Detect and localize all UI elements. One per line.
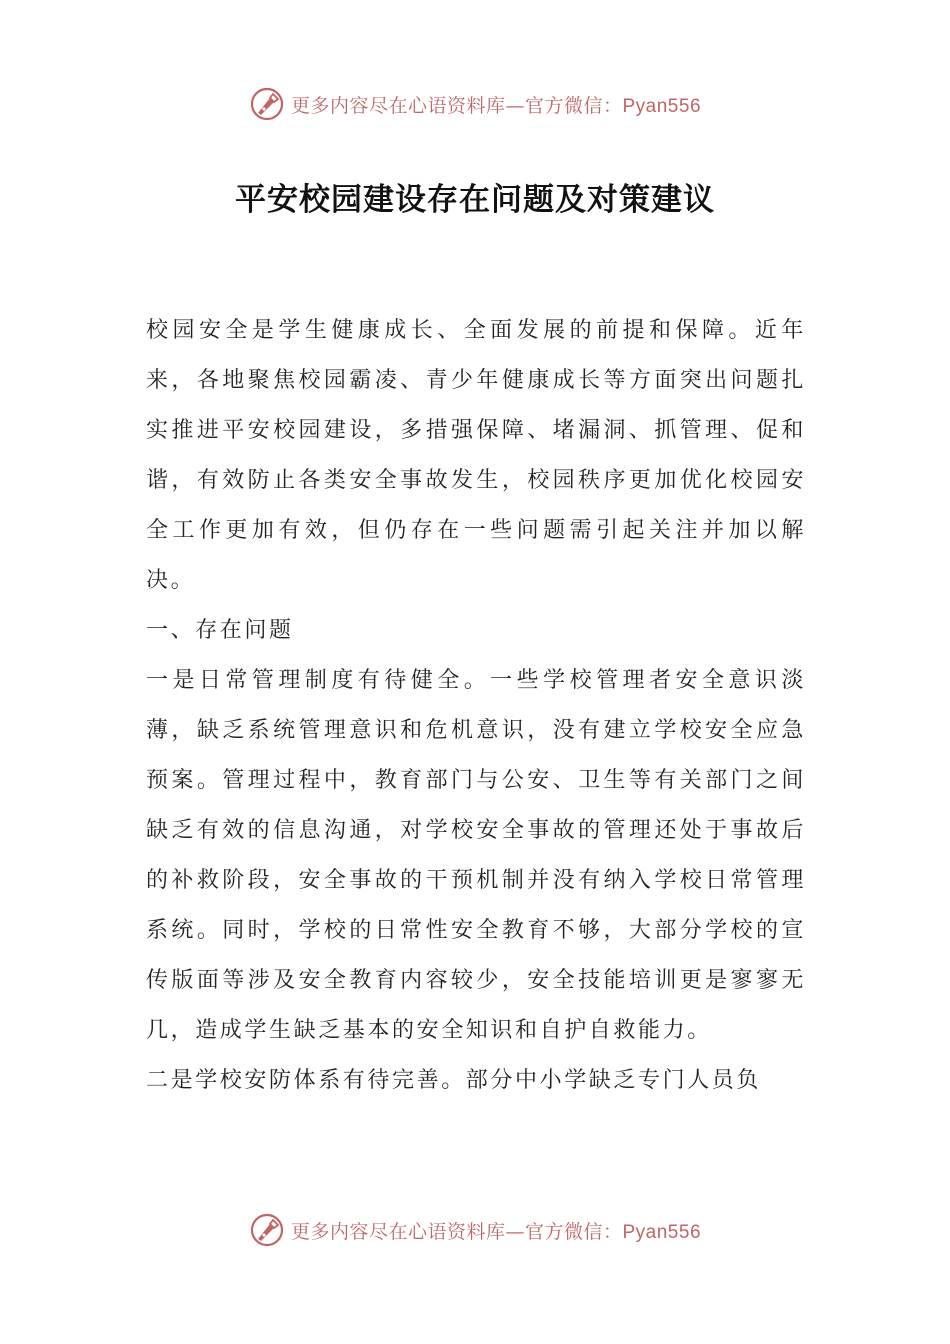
section-heading-problems: 一、存在问题 [146, 618, 294, 643]
header-banner [0, 84, 950, 124]
contact-label: 官方微信： [524, 94, 623, 117]
pen-nib-logo-icon [249, 1212, 285, 1248]
document-body [146, 306, 806, 1106]
header-banner-text [291, 91, 701, 118]
document-title: 平安校园建设存在问题及对策建议 [235, 182, 715, 218]
site-name: 更多内容尽在心语资料库 [290, 94, 506, 117]
banner-separator: — [505, 94, 525, 117]
banner-separator: — [505, 1220, 525, 1243]
contact-handle: Pyan556 [622, 95, 702, 117]
footer-banner-text [291, 1217, 701, 1244]
paragraph-intro: 校园安全是学生健康成长、全面发展的前提和保障。近年来，各地聚焦校园霸凌、青少年健康成长等方面突出问题扎实推进平安校园建设，多措强保障、堵漏洞、抓管理、促和谐，有效防止各类安全事故发生，校园秩序更加优化校园安全工作更加有效，但仍存在一些问题需引起关注并加以解决。 [146, 318, 806, 593]
pen-nib-logo-icon [249, 86, 285, 122]
paragraph-problem-two: 二是学校安防体系有待完善。部分中小学缺乏专门人员负 [146, 1068, 762, 1093]
contact-label: 官方微信： [524, 1220, 623, 1243]
contact-handle: Pyan556 [622, 1221, 702, 1243]
paragraph-problem-one: 一是日常管理制度有待健全。一些学校管理者安全意识淡薄，缺乏系统管理意识和危机意识，没有建立学校安全应急预案。管理过程中，教育部门与公安、卫生等有关部门之间缺乏有效的信息沟通，对学校安全事故的管理还处于事故后的补救阶段，安全事故的干预机制并没有纳入学校日常管理系统。同时，学校的日常性安全教育不够，大部分学校的宣传版面等涉及安全教育内容较少，安全技能培训更是寥寥无几，造成学生缺乏基本的安全知识和自护自救能力。 [146, 668, 806, 1043]
site-name: 更多内容尽在心语资料库 [290, 1220, 506, 1243]
footer-banner [0, 1210, 950, 1250]
